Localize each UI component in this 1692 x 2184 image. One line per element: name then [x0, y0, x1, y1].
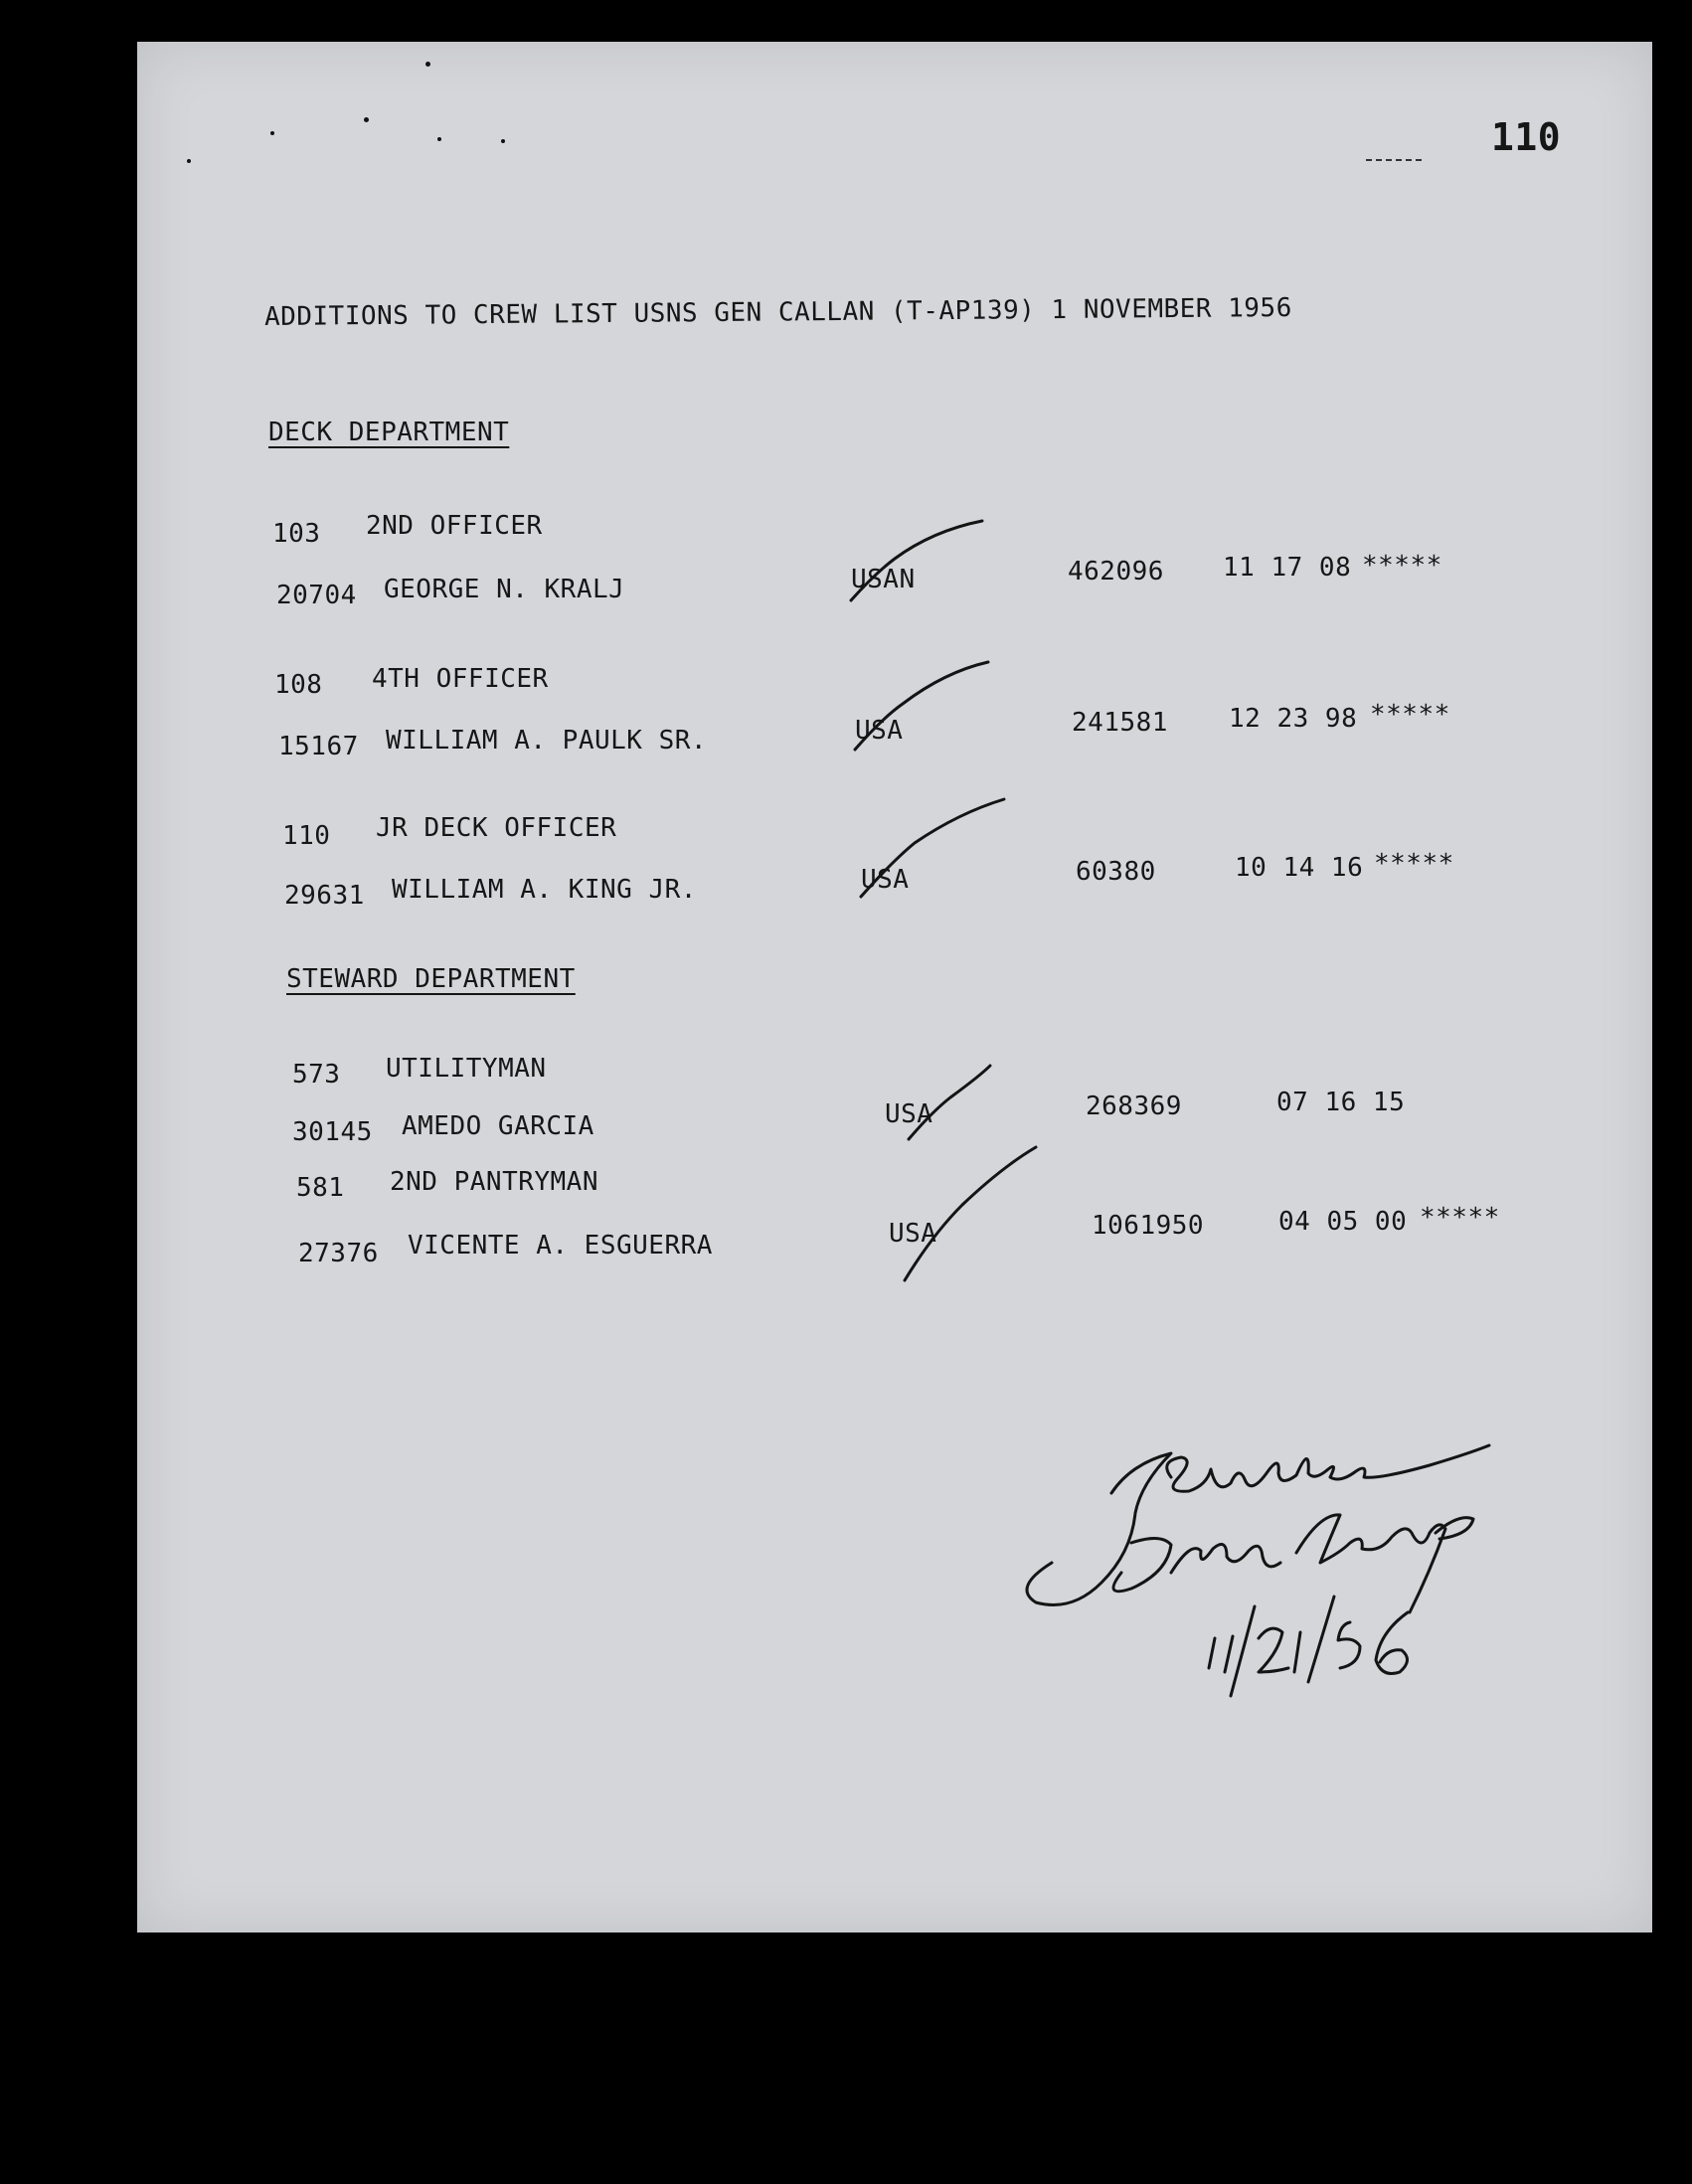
rating-code: 573: [292, 1060, 341, 1090]
document-number: 268369: [1086, 1092, 1182, 1121]
section-heading-deck: DECK DEPARTMENT: [268, 418, 510, 447]
birth-date: 12 23 98: [1229, 704, 1358, 734]
position-title: UTILITYMAN: [386, 1054, 547, 1084]
citizenship: USA: [861, 865, 910, 895]
page-number: 110: [1491, 115, 1562, 159]
remark-asterisks: *****: [1374, 849, 1454, 879]
rating-code: 103: [272, 519, 321, 549]
position-title: JR DECK OFFICER: [376, 813, 617, 843]
crew-name: VICENTE A. ESGUERRA: [408, 1231, 713, 1260]
document-page: [137, 42, 1652, 1932]
remark-asterisks: *****: [1370, 700, 1450, 730]
citizenship: USA: [855, 716, 904, 746]
position-title: 2ND PANTRYMAN: [390, 1167, 598, 1197]
citizenship: USA: [889, 1219, 937, 1249]
rating-code: 110: [282, 821, 331, 851]
rating-code: 108: [274, 670, 323, 700]
remark-asterisks: *****: [1420, 1203, 1500, 1233]
document-number: 462096: [1068, 557, 1164, 587]
document-number: 60380: [1076, 857, 1156, 887]
crew-number: 29631: [284, 881, 365, 911]
document-number: 241581: [1072, 708, 1168, 738]
crew-number: 30145: [292, 1117, 373, 1147]
document-title: ADDITIONS TO CREW LIST USNS GEN CALLAN (T-AP139) 1 NOVEMBER 1956: [263, 292, 1292, 332]
crew-name: AMEDO GARCIA: [402, 1111, 594, 1141]
citizenship: USAN: [851, 565, 916, 594]
rating-code: 581: [296, 1173, 345, 1203]
crew-name: WILLIAM A. PAULK SR.: [386, 726, 708, 756]
crew-number: 15167: [278, 732, 359, 761]
birth-date: 04 05 00: [1278, 1207, 1408, 1237]
handwritten-signature: [137, 42, 1652, 1932]
crew-number: 27376: [298, 1239, 379, 1268]
birth-date: 10 14 16: [1235, 853, 1364, 883]
remark-asterisks: *****: [1362, 551, 1442, 581]
citizenship: USA: [885, 1099, 933, 1129]
section-heading-steward: STEWARD DEPARTMENT: [286, 964, 576, 994]
birth-date: 07 16 15: [1276, 1088, 1406, 1117]
birth-date: 11 17 08: [1223, 553, 1352, 583]
document-number: 1061950: [1092, 1211, 1205, 1241]
position-title: 4TH OFFICER: [372, 664, 549, 694]
crew-name: WILLIAM A. KING JR.: [392, 875, 697, 905]
position-title: 2ND OFFICER: [366, 511, 543, 541]
crew-number: 20704: [276, 581, 357, 610]
crew-name: GEORGE N. KRALJ: [384, 575, 625, 604]
